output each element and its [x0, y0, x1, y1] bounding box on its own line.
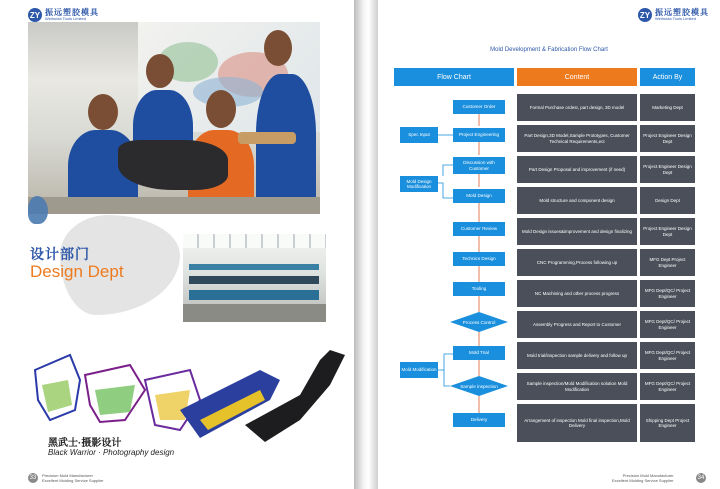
flow-step-technics-design: Technics Design — [453, 252, 505, 266]
flow-step-discussion: Discussion with Customer — [453, 157, 505, 174]
flow-step-delivery: Delivery — [453, 413, 505, 427]
team-photo — [28, 22, 320, 214]
logo-cn: 振远塑胶模具 — [655, 8, 709, 17]
flow-step-customer-review: Customer Review — [453, 222, 505, 236]
office-photo — [183, 234, 326, 322]
page-number-left: 33 — [29, 475, 37, 481]
row-content: Assembly Progress and Report to Customer — [517, 311, 637, 338]
side-spec-input: Spec Input — [400, 127, 438, 143]
flow-step-tooling: Tooling — [453, 282, 505, 296]
footer-right — [612, 473, 674, 483]
section-title-cn: 设计部门 — [30, 246, 90, 262]
row-action: MFG Dept/QC/ Project Engineer — [640, 280, 695, 307]
watermark-en: Black Warrior · Photography design — [48, 448, 175, 457]
row-content: Sample inspection/Mold Modification solution Mold Modification — [517, 373, 637, 400]
row-action: Shipping Dept Project Engineer — [640, 404, 695, 442]
header-content: Content — [517, 68, 637, 86]
header-flow: Flow Chart — [394, 68, 514, 86]
row-content: Part Design,3D Model,Sample Prototypes, Customer Technical Requirements,ect — [517, 125, 637, 152]
footer-left-line2: Excellent Molding Service Supplier — [42, 478, 104, 484]
logo-cn: 振远塑胶模具 — [45, 8, 99, 17]
row-action: Design Dept — [640, 187, 695, 214]
row-action: Project Engineer Design Dept — [640, 156, 695, 183]
cad-models — [30, 350, 350, 445]
flow-step-process-control — [450, 312, 508, 332]
flow-step-project-engineering: Project Engineering — [453, 128, 505, 142]
logo-mark-icon: ZY — [638, 8, 652, 22]
left-page — [0, 0, 357, 489]
row-action: MFG Dept Project Engineer — [640, 249, 695, 276]
row-content: Part Design Proposal and improvement (if need) — [517, 156, 637, 183]
row-content: CNC Programming,Process following up — [517, 249, 637, 276]
footer-left — [42, 473, 104, 483]
chart-title: Mold Development & Fabrication Flow Chart — [490, 47, 608, 53]
brand-logo — [28, 8, 99, 22]
row-action: MFG Dept/QC/ Project Engineer — [640, 311, 695, 338]
row-content: Mold structure and component design — [517, 187, 637, 214]
row-action: Marketing Dept — [640, 94, 695, 121]
header-action: Action By — [640, 68, 695, 86]
logo-mark-icon: ZY — [28, 8, 42, 22]
row-content: Mold Design issues&improvement and design finalizing — [517, 218, 637, 245]
side-mold-modification: Mold Modification — [400, 362, 438, 378]
row-action: Project Engineer Design Dept — [640, 125, 695, 152]
row-action: MFG Dept/QC/ Project Engineer — [640, 373, 695, 400]
row-content: Arrangement of inspection Mold final inspection,Mold Delivery — [517, 404, 637, 442]
footer-right-line1: Precision Mold Manufacturer — [622, 473, 674, 478]
right-page — [378, 0, 720, 489]
process-control-label: Process Control — [462, 319, 496, 325]
decorative-blob — [28, 196, 48, 224]
book-spine — [354, 0, 378, 489]
flow-step-mold-trial: Mold Trial — [453, 346, 505, 360]
footer-left-line1: Precision Mold Manufacturer — [42, 473, 93, 478]
row-content: NC Machining and other process progress — [517, 280, 637, 307]
row-content: Mold trial/inspection sample delivery and follow up — [517, 342, 637, 369]
logo-en: Weihuida Tools Limited — [655, 16, 696, 21]
page-number-right: 34 — [697, 475, 705, 481]
watermark-cn: 黑武士·摄影设计 — [48, 438, 122, 449]
footer-right-line2: Excellent Molding Service Supplier — [612, 478, 674, 484]
row-content: Formal Purchase ordesr, part design, 3D model — [517, 94, 637, 121]
sample-inspection-label: Sample inspection — [460, 383, 498, 389]
flow-step-customer-order: Customer Order — [453, 100, 505, 114]
row-action: MFG Dept/QC/ Project Engineer — [640, 342, 695, 369]
logo-en: Weihuida Tools Limited — [45, 16, 86, 21]
side-mold-design-modification: Mold Design Modification — [400, 176, 438, 192]
row-action: Project Engineer Design Dept — [640, 218, 695, 245]
flow-step-mold-design: Mold Design — [453, 189, 505, 203]
flow-step-sample-inspection — [450, 376, 508, 396]
section-title-en: Design Dept — [30, 262, 124, 281]
